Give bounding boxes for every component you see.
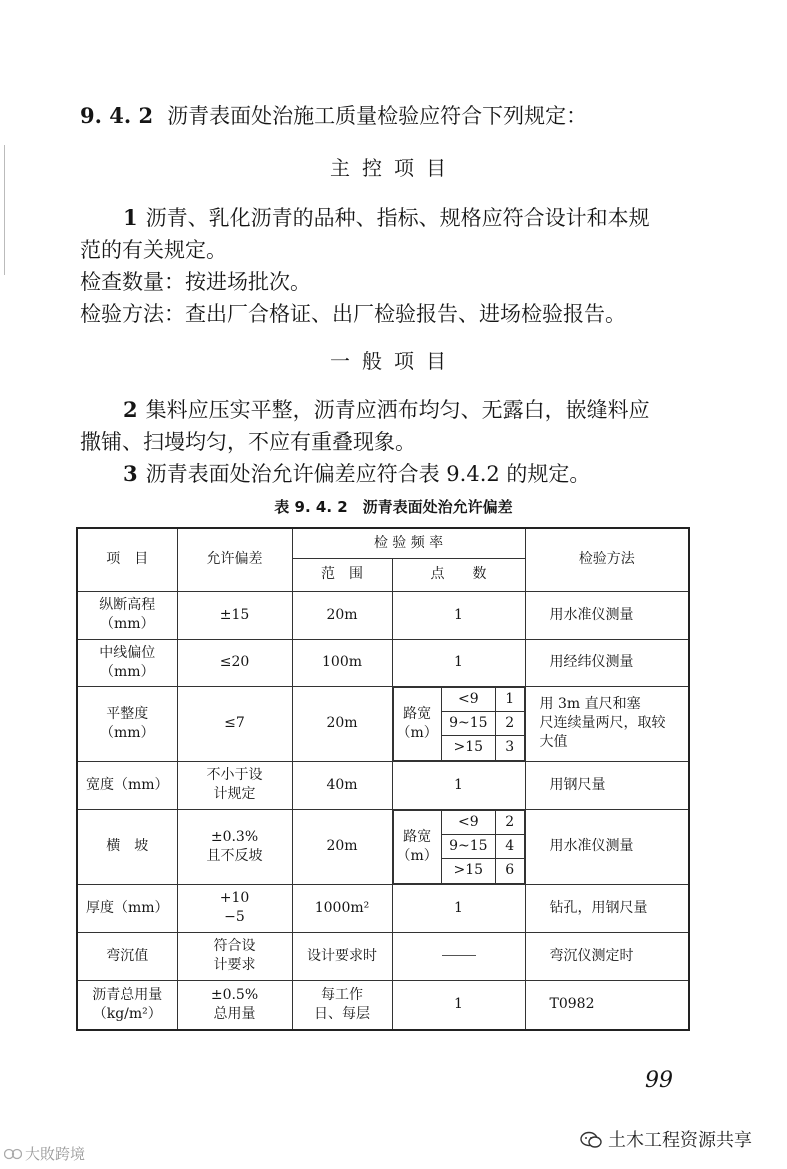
watermark-right: 土木工程资源共享 (580, 1126, 752, 1152)
width-range: 9~15 (441, 834, 495, 858)
cell-method: 用水准仪测量 (525, 591, 689, 639)
cell-points: 1 (392, 591, 525, 639)
header-points: 点 数 (392, 558, 525, 591)
cell-range: 每工作 日、每层 (292, 980, 392, 1030)
item3-line (123, 458, 590, 488)
check-method: 检验方法：查出厂合格证、出厂检验报告、进场检验报告。 (80, 302, 626, 326)
table-row (77, 591, 689, 639)
cell-tolerance: 不小于设 计规定 (177, 761, 292, 809)
table-row (77, 639, 689, 686)
check-quantity: 检查数量：按进场批次。 (80, 270, 311, 294)
point-count: 4 (495, 834, 524, 858)
cell-method: 钻孔，用钢尺量 (525, 884, 689, 932)
point-count: 1 (495, 687, 524, 711)
item2-line1 (123, 394, 650, 424)
cell-item: 纵断高程 （mm） (77, 591, 177, 639)
cell-range: 20m (292, 809, 392, 884)
cell-tolerance: ±0.3% 且不反坡 (177, 809, 292, 884)
road-width-label: 路宽 （m） (393, 810, 441, 883)
table-row (77, 809, 689, 884)
cell-tolerance: ±15 (177, 591, 292, 639)
cell-method: 弯沉仪测定时 (525, 932, 689, 980)
section-heading (80, 100, 587, 130)
point-count: 3 (495, 736, 524, 760)
table-row (77, 980, 689, 1030)
cell-item: 平整度 （mm） (77, 686, 177, 761)
main-control-title: 主控项目 (330, 156, 458, 180)
cell-range: 1000m² (292, 884, 392, 932)
width-range: <9 (441, 687, 495, 711)
table-row (77, 686, 689, 761)
cell-item: 宽度（mm） (77, 761, 177, 809)
scan-edge-line (4, 145, 5, 275)
width-range: 9~15 (441, 711, 495, 735)
table-caption: 表 9. 4. 2 沥青表面处治允许偏差 (274, 498, 513, 516)
cell-tolerance: 符合设 计要求 (177, 932, 292, 980)
point-count: 2 (495, 711, 524, 735)
watermark-logo-icon (4, 1147, 22, 1161)
cell-tolerance: +10 −5 (177, 884, 292, 932)
item2-number: 2 (123, 397, 138, 422)
section-title: 沥青表面处治施工质量检验应符合下列规定： (167, 104, 588, 128)
cell-method: 用钢尺量 (525, 761, 689, 809)
item2-text1: 集料应压实平整，沥青应洒布均匀、无露白，嵌缝料应 (145, 398, 650, 422)
general-title: 一般项目 (330, 349, 458, 373)
point-count: 6 (495, 859, 524, 883)
item1-line2: 范的有关规定。 (80, 238, 227, 262)
cell-points: 1 (392, 884, 525, 932)
wechat-icon (580, 1131, 602, 1149)
cell-item: 弯沉值 (77, 932, 177, 980)
cell-points: 1 (392, 980, 525, 1030)
item1-number: 1 (123, 205, 138, 230)
cell-points-none (392, 932, 525, 980)
cell-points-subgrid (392, 686, 525, 761)
item3-number: 3 (123, 461, 138, 486)
cell-method: T0982 (525, 980, 689, 1030)
cell-item: 横 坡 (77, 809, 177, 884)
cell-tolerance: ≤7 (177, 686, 292, 761)
section-number: 9. 4. 2 (80, 103, 154, 128)
table-row (77, 884, 689, 932)
header-item: 项 目 (77, 528, 177, 591)
cell-range: 20m (292, 591, 392, 639)
cell-item: 中线偏位 （mm） (77, 639, 177, 686)
header-frequency: 检 验 频 率 (292, 528, 525, 558)
width-range: >15 (441, 736, 495, 760)
item1-text1: 沥青、乳化沥青的品种、指标、规格应符合设计和本规 (145, 206, 650, 230)
item1-line1 (123, 202, 650, 232)
cell-method: 用水准仪测量 (525, 809, 689, 884)
tolerance-table (76, 527, 690, 1031)
item3-text: 沥青表面处治允许偏差应符合表 9.4.2 的规定。 (145, 462, 591, 486)
cell-points: 1 (392, 639, 525, 686)
header-range: 范 围 (292, 558, 392, 591)
cell-points-subgrid (392, 809, 525, 884)
dash-mark (442, 955, 476, 956)
cell-method: 用经纬仪测量 (525, 639, 689, 686)
cell-points: 1 (392, 761, 525, 809)
item2-line2: 撒铺、扫墁均匀，不应有重叠现象。 (80, 430, 416, 454)
cell-method: 用 3m 直尺和塞 尺连续量两尺，取较 大值 (525, 686, 689, 761)
point-count: 2 (495, 810, 524, 834)
cell-range: 20m (292, 686, 392, 761)
cell-item: 沥青总用量 （kg/m²） (77, 980, 177, 1030)
table-row (77, 932, 689, 980)
table-row (77, 761, 689, 809)
road-width-label: 路宽 （m） (393, 687, 441, 760)
header-method: 检验方法 (525, 528, 689, 591)
table-header-row (77, 528, 689, 558)
cell-item: 厚度（mm） (77, 884, 177, 932)
page-number: 99 (645, 1068, 673, 1093)
width-range: <9 (441, 810, 495, 834)
cell-range: 100m (292, 639, 392, 686)
header-tolerance: 允许偏差 (177, 528, 292, 591)
cell-range: 设计要求时 (292, 932, 392, 980)
cell-range: 40m (292, 761, 392, 809)
watermark-left: 大敗跨境 (4, 1143, 85, 1164)
cell-tolerance: ±0.5% 总用量 (177, 980, 292, 1030)
width-range: >15 (441, 859, 495, 883)
cell-tolerance: ≤20 (177, 639, 292, 686)
